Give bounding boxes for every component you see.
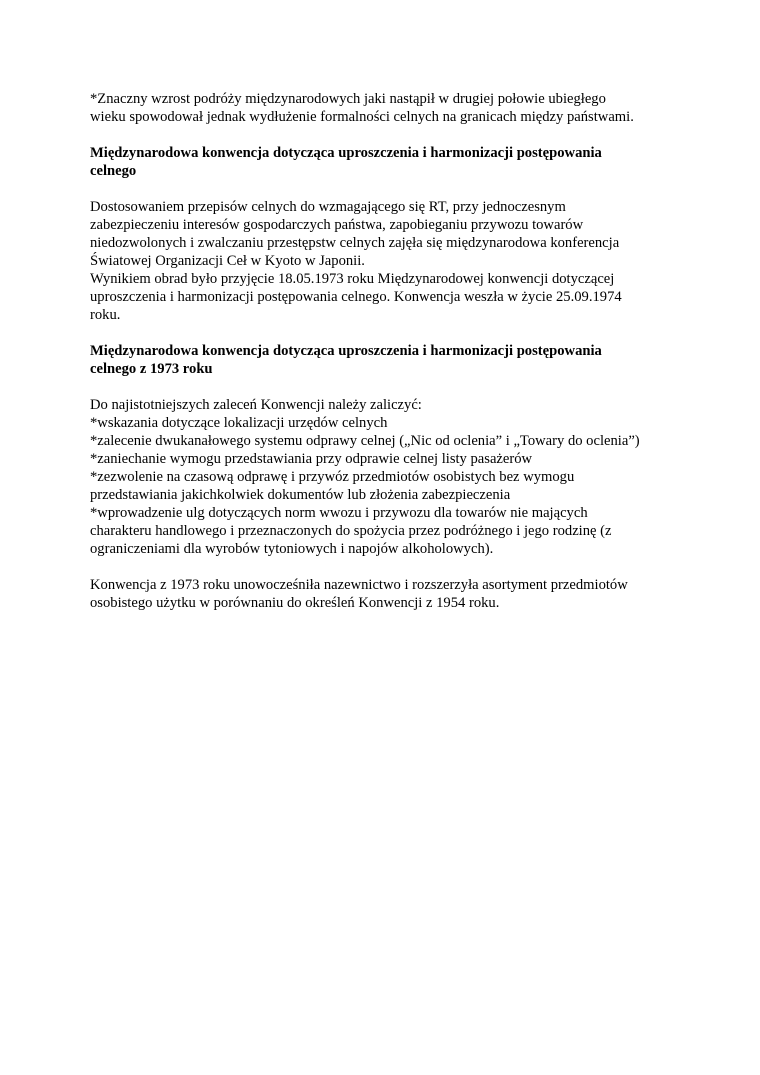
text-line: roku. <box>90 307 121 323</box>
text-line: Do najistotniejszych zaleceń Konwencji należy zaliczyć: <box>90 397 422 413</box>
text-line: wieku spowodował jednak wydłużenie formalności celnych na granicach między państwami. <box>90 109 634 125</box>
heading-line: Międzynarodowa konwencja dotycząca uproszczenia i harmonizacji postępowania <box>90 145 602 161</box>
section-3-paragraph <box>90 576 680 612</box>
text-line: uproszczenia i harmonizacji postępowania celnego. Konwencja weszła w życie 25.09.1974 <box>90 289 622 305</box>
list-item-continuation: przedstawiania jakichkolwiek dokumentów lub złożenia zabezpieczenia <box>90 487 511 503</box>
text-line: *Znaczny wzrost podróży międzynarodowych jaki nastąpił w drugiej połowie ubiegłego <box>90 91 606 107</box>
text-line: Wynikiem obrad było przyjęcie 18.05.1973 roku Międzynarodowej konwencji dotyczącej <box>90 271 615 287</box>
section-heading-2 <box>90 342 680 378</box>
text-line: Dostosowaniem przepisów celnych do wzmagającego się RT, przy jednoczesnym <box>90 199 566 215</box>
list-item: *wprowadzenie ulg dotyczących norm wwozu i przywozu dla towarów nie mających <box>90 505 588 521</box>
document-page <box>90 90 680 630</box>
list-item: *zalecenie dwukanałowego systemu odprawy celnej („Nic od oclenia” i „Towary do oclenia”) <box>90 433 640 449</box>
section-heading-1 <box>90 144 680 180</box>
heading-line: celnego <box>90 163 137 179</box>
list-item: *wskazania dotyczące lokalizacji urzędów celnych <box>90 415 388 431</box>
text-line: zabezpieczeniu interesów gospodarczych państwa, zapobieganiu przywozu towarów <box>90 217 584 233</box>
list-item: *zaniechanie wymogu przedstawiania przy odprawie celnej listy pasażerów <box>90 451 533 467</box>
intro-paragraph <box>90 90 680 126</box>
list-item-continuation: charakteru handlowego i przeznaczonych do spożycia przez podróżnego i jego rodzinę (z <box>90 523 612 539</box>
section-2-paragraph <box>90 396 680 558</box>
text-line: niedozwolonych i zwalczaniu przestępstw celnych zajęła się międzynarodowa konferencja <box>90 235 620 251</box>
heading-line: celnego z 1973 roku <box>90 361 213 377</box>
list-item-continuation: ograniczeniami dla wyrobów tytoniowych i napojów alkoholowych). <box>90 541 494 557</box>
section-1-paragraph <box>90 198 680 324</box>
text-line: osobistego użytku w porównaniu do określeń Konwencji z 1954 roku. <box>90 595 500 611</box>
list-item: *zezwolenie na czasową odprawę i przywóz przedmiotów osobistych bez wymogu <box>90 469 575 485</box>
text-line: Światowej Organizacji Ceł w Kyoto w Japonii. <box>90 253 365 269</box>
text-line: Konwencja z 1973 roku unowocześniła nazewnictwo i rozszerzyła asortyment przedmiotów <box>90 577 628 593</box>
heading-line: Międzynarodowa konwencja dotycząca uproszczenia i harmonizacji postępowania <box>90 343 602 359</box>
